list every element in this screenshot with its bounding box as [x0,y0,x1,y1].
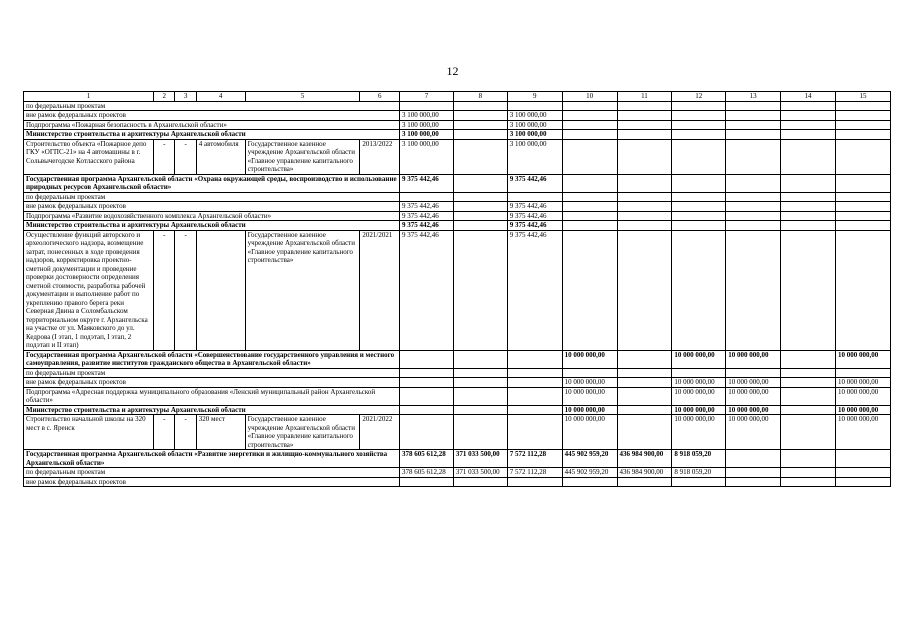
amount-cell-col8 [453,130,507,140]
col2-cell: - [154,415,175,450]
amount-cell-col15 [835,468,890,478]
amount-cell-col12: 10 000 000,00 [672,350,726,368]
amount-cell-col9 [507,368,562,378]
amount-cell-col7: 9 375 442,46 [400,211,454,221]
amount-cell-col13 [726,468,781,478]
amount-cell-col7: 3 100 000,00 [400,120,454,130]
table-row [24,139,891,174]
customer-cell: Государственное казенное учреждение Архангельской области «Главное управление капитального строительства» [245,230,360,350]
amount-cell-col15 [835,130,890,140]
period-cell: 2021/2022 [360,415,400,450]
amount-cell-col15 [835,111,890,121]
table-row [24,405,891,415]
table-row [24,174,891,192]
amount-cell-col8 [453,477,507,487]
amount-cell-col12 [672,120,726,130]
amount-cell-col7: 378 605 612,28 [400,450,454,468]
amount-cell-col13 [726,368,781,378]
amount-cell-col11 [617,192,672,202]
amount-cell-col10: 10 000 000,00 [562,405,617,415]
amount-cell-col11 [617,111,672,121]
amount-cell-col15: 10 000 000,00 [835,405,890,415]
amount-cell-col15 [835,120,890,130]
page-number: 12 [446,64,459,78]
column-number-12: 12 [672,92,726,102]
column-number-9: 9 [507,92,562,102]
amount-cell-col15 [835,477,890,487]
amount-cell-col12 [672,368,726,378]
amount-cell-col10 [562,230,617,350]
amount-cell-col12 [672,211,726,221]
row-label: по федеральным проектам [24,192,400,202]
amount-cell-col12 [672,202,726,212]
row-label: Министерство строительства и архитектуры Архангельской области [24,221,400,231]
row-label: по федеральным проектам [24,468,400,478]
column-number-5: 5 [245,92,360,102]
table-row [24,130,891,140]
amount-cell-col9: 7 572 112,28 [507,450,562,468]
amount-cell-col11: 436 984 900,00 [617,468,672,478]
capacity-cell [196,230,245,350]
amount-cell-col10: 10 000 000,00 [562,387,617,405]
amount-cell-col12: 8 918 059,20 [672,450,726,468]
amount-cell-col9: 7 572 112,28 [507,468,562,478]
amount-cell-col8 [453,111,507,121]
row-label: вне рамок федеральных проектов [24,477,400,487]
object-name-cell: Осуществление функций авторского и археологического надзора, возмещение затрат, понесенных в ходе проведения надзоров, корректировка проектно-сметной документации и проведение проверки достоверности определения сметной стоимости, разработка рабочей документации и выполнение работ по укреплению правого берега реки Северная Двина в Соломбальском территориальном округе г. Архангельска на участке от ул. Маяковского до ул. Кедрова (I этап, 1 подэтап, I этап, 2 подэтап и II этап) [24,230,154,350]
table-row [24,221,891,231]
amount-cell-col11: 436 984 900,00 [617,450,672,468]
amount-cell-col8: 371 033 500,00 [453,450,507,468]
col2-cell: - [154,230,175,350]
col3-cell: - [175,415,196,450]
table-row [24,202,891,212]
amount-cell-col9: 3 100 000,00 [507,130,562,140]
amount-cell-col10 [562,130,617,140]
capacity-cell: 4 автомобиля [196,139,245,174]
amount-cell-col12 [672,139,726,174]
column-number-4: 4 [196,92,245,102]
amount-cell-col10: 10 000 000,00 [562,415,617,450]
amount-cell-col11 [617,174,672,192]
amount-cell-col13 [726,139,781,174]
amount-cell-col7: 378 605 612,28 [400,468,454,478]
amount-cell-col8 [453,192,507,202]
row-label: по федеральным проектам [24,101,400,111]
amount-cell-col10 [562,211,617,221]
amount-cell-col10 [562,120,617,130]
amount-cell-col15 [835,230,890,350]
amount-cell-col8 [453,174,507,192]
amount-cell-col7: 3 100 000,00 [400,111,454,121]
amount-cell-col15: 10 000 000,00 [835,387,890,405]
amount-cell-col12 [672,174,726,192]
amount-cell-col9: 3 100 000,00 [507,139,562,174]
amount-cell-col11 [617,387,672,405]
amount-cell-col14 [781,174,836,192]
amount-cell-col15: 10 000 000,00 [835,415,890,450]
amount-cell-col9 [507,387,562,405]
col3-cell: - [175,139,196,174]
amount-cell-col12: 10 000 000,00 [672,387,726,405]
amount-cell-col15: 10 000 000,00 [835,378,890,388]
amount-cell-col7: 3 100 000,00 [400,139,454,174]
table-row [24,211,891,221]
amount-cell-col8 [453,221,507,231]
amount-cell-col10: 445 902 959,20 [562,450,617,468]
row-label: вне рамок федеральных проектов [24,111,400,121]
amount-cell-col14 [781,477,836,487]
table-row [24,368,891,378]
amount-cell-col8 [453,387,507,405]
row-label: Государственная программа Архангельской области «Развитие энергетики и жилищно-коммунального хозяйства Архангельской области» [24,450,400,468]
amount-cell-col12: 10 000 000,00 [672,415,726,450]
table-row [24,192,891,202]
budget-table [23,91,891,487]
amount-cell-col14 [781,111,836,121]
amount-cell-col14 [781,350,836,368]
amount-cell-col14 [781,221,836,231]
table-row [24,378,891,388]
row-label: Подпрограмма «Адресная поддержка муниципального образования «Ленский муниципальный район Архангельской области» [24,387,400,405]
amount-cell-col9 [507,415,562,450]
row-label: Министерство строительства и архитектуры Архангельской области [24,405,400,415]
column-number-7: 7 [400,92,454,102]
table-row [24,477,891,487]
amount-cell-col10 [562,101,617,111]
customer-cell: Государственное казенное учреждение Архангельской области «Главное управление капитального строительства» [245,415,360,450]
amount-cell-col8 [453,378,507,388]
amount-cell-col13 [726,221,781,231]
table-row [24,101,891,111]
amount-cell-col15 [835,368,890,378]
capacity-cell: 320 мест [196,415,245,450]
amount-cell-col14 [781,230,836,350]
amount-cell-col9 [507,378,562,388]
amount-cell-col9: 9 375 442,46 [507,202,562,212]
amount-cell-col11 [617,130,672,140]
table-row [24,387,891,405]
amount-cell-col9: 9 375 442,46 [507,211,562,221]
amount-cell-col11 [617,139,672,174]
table-row [24,468,891,478]
amount-cell-col15 [835,101,890,111]
row-label: Подпрограмма «Пожарная безопасность в Архангельской области» [24,120,400,130]
amount-cell-col8 [453,350,507,368]
amount-cell-col7: 9 375 442,46 [400,202,454,212]
table-row [24,111,891,121]
amount-cell-col10 [562,221,617,231]
amount-cell-col14 [781,192,836,202]
amount-cell-col8 [453,230,507,350]
amount-cell-col9: 9 375 442,46 [507,230,562,350]
amount-cell-col11 [617,202,672,212]
amount-cell-col12 [672,111,726,121]
amount-cell-col14 [781,202,836,212]
amount-cell-col8 [453,202,507,212]
amount-cell-col7 [400,378,454,388]
amount-cell-col8 [453,139,507,174]
amount-cell-col13: 10 000 000,00 [726,350,781,368]
row-label: Подпрограмма «Развитие водохозяйственного комплекса Архангельской области» [24,211,400,221]
amount-cell-col12: 10 000 000,00 [672,405,726,415]
amount-cell-col10 [562,174,617,192]
amount-cell-col9: 9 375 442,46 [507,174,562,192]
amount-cell-col13: 10 000 000,00 [726,405,781,415]
amount-cell-col7: 9 375 442,46 [400,230,454,350]
amount-cell-col14 [781,378,836,388]
period-cell: 2021/2021 [360,230,400,350]
amount-cell-col12: 8 918 059,20 [672,468,726,478]
row-label: Государственная программа Архангельской области «Совершенствование государственного управления и местного самоуправления, развитие институтов гражданского общества в Архангельской области» [24,350,400,368]
amount-cell-col13 [726,211,781,221]
column-number-3: 3 [175,92,196,102]
amount-cell-col10 [562,202,617,212]
amount-cell-col13 [726,120,781,130]
amount-cell-col7 [400,387,454,405]
table-row [24,415,891,450]
amount-cell-col11 [617,101,672,111]
amount-cell-col7 [400,477,454,487]
amount-cell-col15: 10 000 000,00 [835,350,890,368]
amount-cell-col12: 10 000 000,00 [672,378,726,388]
amount-cell-col11 [617,405,672,415]
amount-cell-col15 [835,139,890,174]
row-label: вне рамок федеральных проектов [24,202,400,212]
amount-cell-col14 [781,387,836,405]
amount-cell-col11 [617,415,672,450]
amount-cell-col7: 3 100 000,00 [400,130,454,140]
amount-cell-col13: 10 000 000,00 [726,415,781,450]
amount-cell-col9 [507,405,562,415]
amount-cell-col14 [781,405,836,415]
amount-cell-col10: 10 000 000,00 [562,378,617,388]
row-label: по федеральным проектам [24,368,400,378]
amount-cell-col9 [507,477,562,487]
table-row [24,450,891,468]
amount-cell-col12 [672,230,726,350]
amount-cell-col11 [617,350,672,368]
column-number-11: 11 [617,92,672,102]
amount-cell-col9 [507,192,562,202]
table-row [24,230,891,350]
column-number-2: 2 [154,92,175,102]
amount-cell-col11 [617,221,672,231]
amount-cell-col7 [400,405,454,415]
customer-cell: Государственное казенное учреждение Архангельской области «Главное управление капитального строительства» [245,139,360,174]
amount-cell-col10 [562,111,617,121]
amount-cell-col7 [400,350,454,368]
amount-cell-col9 [507,101,562,111]
amount-cell-col11 [617,120,672,130]
amount-cell-col10 [562,139,617,174]
amount-cell-col9 [507,350,562,368]
amount-cell-col10: 445 902 959,20 [562,468,617,478]
col2-cell: - [154,139,175,174]
table-row [24,120,891,130]
amount-cell-col15 [835,174,890,192]
column-number-10: 10 [562,92,617,102]
amount-cell-col13 [726,130,781,140]
amount-cell-col13: 10 000 000,00 [726,378,781,388]
amount-cell-col7: 9 375 442,46 [400,174,454,192]
amount-cell-col7 [400,415,454,450]
amount-cell-col13 [726,101,781,111]
amount-cell-col13 [726,111,781,121]
amount-cell-col13 [726,202,781,212]
amount-cell-col15 [835,221,890,231]
period-cell: 2013/2022 [360,139,400,174]
amount-cell-col13: 10 000 000,00 [726,387,781,405]
amount-cell-col7: 9 375 442,46 [400,221,454,231]
amount-cell-col11 [617,378,672,388]
amount-cell-col14 [781,415,836,450]
amount-cell-col14 [781,450,836,468]
amount-cell-col12 [672,101,726,111]
column-number-14: 14 [781,92,836,102]
amount-cell-col13 [726,192,781,202]
amount-cell-col14 [781,130,836,140]
amount-cell-col15 [835,211,890,221]
amount-cell-col13 [726,174,781,192]
amount-cell-col8 [453,120,507,130]
header-row [24,92,891,102]
column-number-1: 1 [24,92,154,102]
amount-cell-col10 [562,192,617,202]
row-label: Министерство строительства и архитектуры Архангельской области [24,130,400,140]
row-label: вне рамок федеральных проектов [24,378,400,388]
amount-cell-col8 [453,415,507,450]
column-number-13: 13 [726,92,781,102]
amount-cell-col15 [835,450,890,468]
amount-cell-col14 [781,368,836,378]
amount-cell-col10: 10 000 000,00 [562,350,617,368]
amount-cell-col8 [453,405,507,415]
amount-cell-col8 [453,101,507,111]
amount-cell-col13 [726,477,781,487]
amount-cell-col11 [617,211,672,221]
amount-cell-col15 [835,192,890,202]
amount-cell-col9: 9 375 442,46 [507,221,562,231]
amount-cell-col12 [672,477,726,487]
row-label: Государственная программа Архангельской области «Охрана окружающей среды, воспроизводство и использование природных ресурсов Архангельской области» [24,174,400,192]
object-name-cell: Строительство объекта «Пожарное депо ГКУ «ОГПС-21» на 4 автомашины в г. Сольвычегодске Котласского района [24,139,154,174]
amount-cell-col10 [562,477,617,487]
amount-cell-col8: 371 033 500,00 [453,468,507,478]
amount-cell-col9: 3 100 000,00 [507,111,562,121]
amount-cell-col14 [781,211,836,221]
amount-cell-col14 [781,120,836,130]
amount-cell-col12 [672,221,726,231]
column-number-8: 8 [453,92,507,102]
col3-cell: - [175,230,196,350]
amount-cell-col7 [400,192,454,202]
amount-cell-col14 [781,468,836,478]
table-row [24,350,891,368]
amount-cell-col10 [562,368,617,378]
amount-cell-col13 [726,450,781,468]
column-number-6: 6 [360,92,400,102]
amount-cell-col9: 3 100 000,00 [507,120,562,130]
amount-cell-col15 [835,202,890,212]
amount-cell-col7 [400,101,454,111]
amount-cell-col13 [726,230,781,350]
amount-cell-col11 [617,230,672,350]
amount-cell-col14 [781,139,836,174]
amount-cell-col12 [672,130,726,140]
amount-cell-col11 [617,368,672,378]
column-number-15: 15 [835,92,890,102]
amount-cell-col12 [672,192,726,202]
object-name-cell: Строительство начальной школы на 320 мест в с. Яренск [24,415,154,450]
amount-cell-col8 [453,211,507,221]
amount-cell-col8 [453,368,507,378]
amount-cell-col7 [400,368,454,378]
amount-cell-col11 [617,477,672,487]
amount-cell-col14 [781,101,836,111]
